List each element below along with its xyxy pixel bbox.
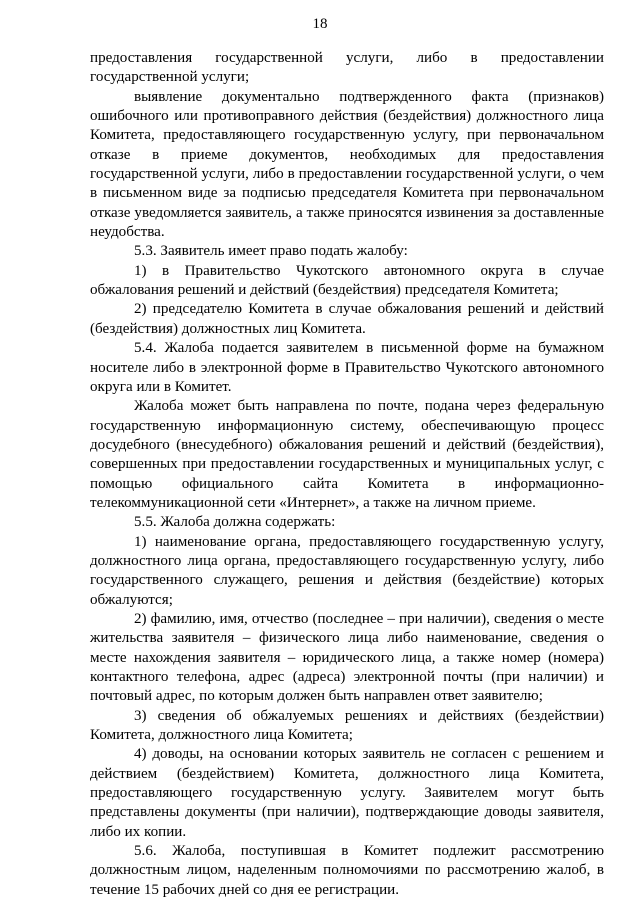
paragraph-continuation: предоставления государственной услуги, либо в предоставлении государственной услуги; xyxy=(90,50,604,86)
paragraph-5-3-item-1: 1) в Правительство Чукотского автономного округа в случае обжалования решений и действий (бездействия) председателя Комитета; xyxy=(90,262,604,299)
paragraph-5-3: 5.3. Заявитель имеет право подать жалобу: xyxy=(134,243,408,260)
paragraph-5-5-item-1: 1) наименование органа, предоставляющего государственную услугу, должностного лица органа, предоставляющего государственную услугу, либо государственного служащего, решения и действия (бездействие) которых обжалуются; xyxy=(90,533,604,608)
paragraph-5-5-item-2: 2) фамилию, имя, отчество (последнее – при наличии), сведения о месте жительства заявителя – физического лица либо наименование, сведения о месте нахождения заявителя – юридического лица, а также номер (номера) контактного телефона, адрес (адреса) электронной почты (при наличии) и почтовый адрес, по которым должен быть направлен ответ заявителю; xyxy=(90,610,604,705)
paragraph-5-3-item-2: 2) председателю Комитета в случае обжалования решений и действий (бездействия) должностных лиц Комитета. xyxy=(90,301,604,337)
page-number: 18 xyxy=(312,16,328,32)
paragraph-5-5: 5.5. Жалоба должна содержать: xyxy=(134,514,336,531)
paragraph-5-6: 5.6. Жалоба, поступившая в Комитет подлежит рассмотрению должностным лицом, наделенным полномочиями по рассмотрению жалоб, в течение 15 рабочих дней со дня ее регистрации. xyxy=(90,843,604,898)
document-body xyxy=(90,49,604,900)
paragraph-5-4-delivery: Жалоба может быть направлена по почте, подана через федеральную государственную информационную систему, обеспечивающую процесс досудебного (внесудебного) обжалования решений и действий (бездействия), совершенных при предоставлении государственных и муниципальных услуг, с помощью официального сайта Комитета в информационно-телекоммуникационной сети «Интернет», а также на личном приеме. xyxy=(90,398,604,511)
paragraph-apology-clause: выявление документально подтвержденного факта (признаков) ошибочного или противоправного действия (бездействия) должностного лица Комитета, предоставляющего государственную услугу, при первоначальном отказе в приеме документов, необходимых для предоставления государственной услуги, либо в предоставлении государственной услуги, о чем в письменном виде за подписью председателя Комитета при первоначальном отказе уведомляется заявитель, а также приносятся извинения за доставленные неудобства. xyxy=(90,88,604,241)
paragraph-5-4: 5.4. Жалоба подается заявителем в письменной форме на бумажном носителе либо в электронной форме в Правительство Чукотского автономного округа или в Комитет. xyxy=(90,340,604,395)
paragraph-5-5-item-3: 3) сведения об обжалуемых решениях и действиях (бездействии) Комитета, должностного лица Комитета; xyxy=(90,707,604,744)
paragraph-5-5-item-4: 4) доводы, на основании которых заявитель не согласен с решением и действием (бездействием) Комитета, должностного лица Комитета, предоставляющего государственную услугу. Заявителем могут быть представлены документы (при наличии), подтверждающие доводы заявителя, либо их копии. xyxy=(90,746,604,840)
